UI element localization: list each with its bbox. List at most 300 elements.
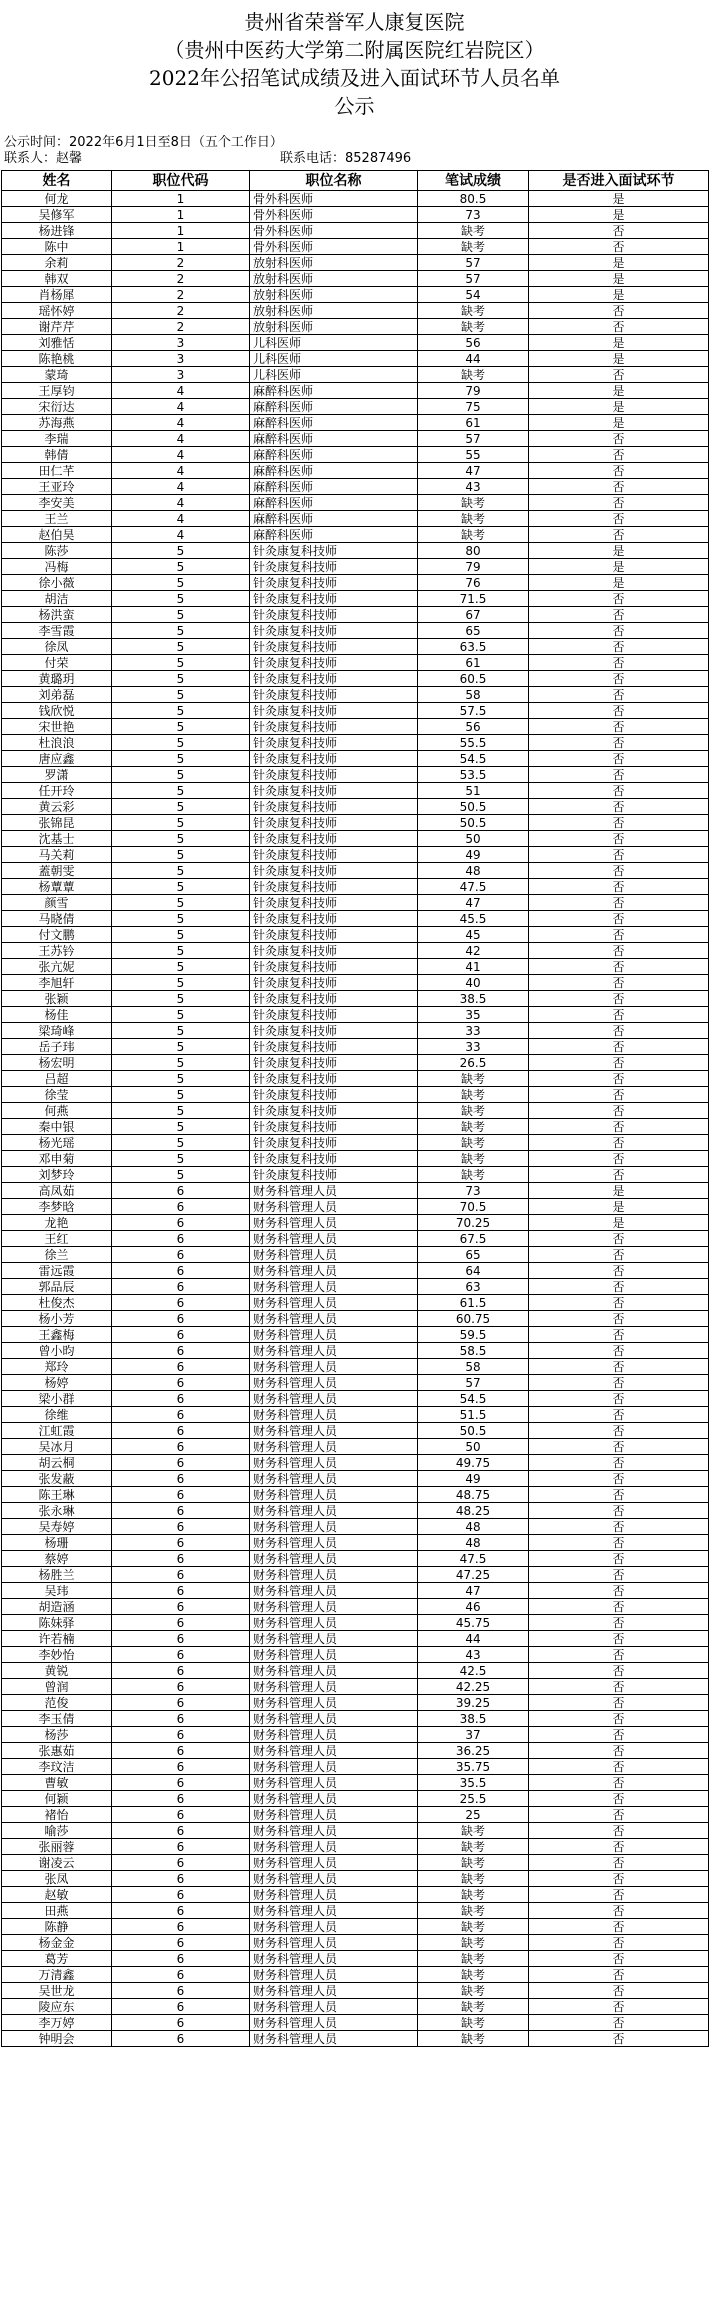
- cell-interview-status: 否: [529, 1887, 709, 1903]
- cell-written-score: 48: [418, 1535, 529, 1551]
- cell-name: 王苏钤: [2, 943, 112, 959]
- cell-written-score: 53.5: [418, 767, 529, 783]
- cell-interview-status: 是: [529, 287, 709, 303]
- cell-position-name: 麻醉科医师: [250, 527, 418, 543]
- cell-interview-status: 否: [529, 1087, 709, 1103]
- cell-position-code: 5: [112, 735, 250, 751]
- cell-interview-status: 否: [529, 1391, 709, 1407]
- cell-interview-status: 是: [529, 1199, 709, 1215]
- cell-position-code: 6: [112, 1407, 250, 1423]
- cell-interview-status: 否: [529, 799, 709, 815]
- table-row: [2, 655, 709, 671]
- table-row: [2, 1215, 709, 1231]
- table-row: [2, 1471, 709, 1487]
- table-row: [2, 1983, 709, 1999]
- table-row: [2, 1087, 709, 1103]
- cell-position-code: 6: [112, 1679, 250, 1695]
- cell-interview-status: 否: [529, 831, 709, 847]
- cell-position-code: 6: [112, 1599, 250, 1615]
- cell-position-name: 财务科管理人员: [250, 1247, 418, 1263]
- cell-position-code: 6: [112, 1567, 250, 1583]
- cell-name: 吴寿婷: [2, 1519, 112, 1535]
- cell-position-name: 麻醉科医师: [250, 431, 418, 447]
- table-row: [2, 1903, 709, 1919]
- cell-name: 胡云桐: [2, 1455, 112, 1471]
- cell-written-score: 51.5: [418, 1407, 529, 1423]
- table-row: [2, 559, 709, 575]
- cell-position-name: 财务科管理人员: [250, 1839, 418, 1855]
- cell-name: 胡造涵: [2, 1599, 112, 1615]
- cell-position-code: 5: [112, 687, 250, 703]
- cell-position-code: 5: [112, 863, 250, 879]
- cell-interview-status: 否: [529, 1599, 709, 1615]
- cell-written-score: 49: [418, 1471, 529, 1487]
- contact-row: [4, 151, 709, 167]
- notice-meta: [0, 130, 709, 170]
- cell-written-score: 63: [418, 1279, 529, 1295]
- cell-position-code: 5: [112, 1151, 250, 1167]
- cell-position-code: 6: [112, 1919, 250, 1935]
- cell-written-score: 57: [418, 431, 529, 447]
- table-row: [2, 1967, 709, 1983]
- cell-position-name: 儿科医师: [250, 351, 418, 367]
- cell-interview-status: 否: [529, 1503, 709, 1519]
- cell-name: 胡洁: [2, 591, 112, 607]
- table-row: [2, 543, 709, 559]
- table-row: [2, 1103, 709, 1119]
- cell-name: 韩倩: [2, 447, 112, 463]
- cell-interview-status: 否: [529, 1871, 709, 1887]
- cell-interview-status: 否: [529, 1311, 709, 1327]
- table-row: [2, 751, 709, 767]
- cell-name: 钟明会: [2, 2031, 112, 2047]
- table-row: [2, 1039, 709, 1055]
- cell-position-code: 2: [112, 303, 250, 319]
- cell-interview-status: 否: [529, 959, 709, 975]
- cell-written-score: 缺考: [418, 223, 529, 239]
- cell-interview-status: 是: [529, 271, 709, 287]
- cell-position-code: 5: [112, 783, 250, 799]
- cell-position-code: 5: [112, 1071, 250, 1087]
- cell-name: 徐莹: [2, 1087, 112, 1103]
- cell-position-code: 6: [112, 1375, 250, 1391]
- cell-interview-status: 否: [529, 367, 709, 383]
- cell-position-code: 5: [112, 847, 250, 863]
- cell-position-name: 针灸康复科技师: [250, 927, 418, 943]
- table-row: [2, 1231, 709, 1247]
- cell-written-score: 42: [418, 943, 529, 959]
- cell-position-name: 财务科管理人员: [250, 1983, 418, 1999]
- cell-interview-status: 否: [529, 1487, 709, 1503]
- cell-interview-status: 否: [529, 1327, 709, 1343]
- cell-position-code: 5: [112, 879, 250, 895]
- cell-written-score: 57.5: [418, 703, 529, 719]
- cell-position-code: 5: [112, 911, 250, 927]
- cell-name: 杨蕈蕈: [2, 879, 112, 895]
- cell-position-name: 财务科管理人员: [250, 1599, 418, 1615]
- cell-written-score: 缺考: [418, 527, 529, 543]
- cell-name: 高凤茹: [2, 1183, 112, 1199]
- cell-name: 吴玮: [2, 1583, 112, 1599]
- cell-written-score: 47.5: [418, 879, 529, 895]
- cell-interview-status: 否: [529, 463, 709, 479]
- cell-position-code: 5: [112, 607, 250, 623]
- cell-position-name: 财务科管理人员: [250, 1263, 418, 1279]
- cell-name: 徐凤: [2, 639, 112, 655]
- cell-position-name: 针灸康复科技师: [250, 1135, 418, 1151]
- cell-interview-status: 否: [529, 1679, 709, 1695]
- cell-written-score: 57: [418, 271, 529, 287]
- table-row: [2, 815, 709, 831]
- cell-position-code: 6: [112, 1951, 250, 1967]
- cell-interview-status: 否: [529, 735, 709, 751]
- cell-name: 何龙: [2, 191, 112, 207]
- cell-position-code: 5: [112, 1007, 250, 1023]
- cell-position-name: 针灸康复科技师: [250, 1055, 418, 1071]
- cell-written-score: 缺考: [418, 1967, 529, 1983]
- cell-written-score: 45.75: [418, 1615, 529, 1631]
- cell-interview-status: 否: [529, 1471, 709, 1487]
- cell-interview-status: 否: [529, 1007, 709, 1023]
- cell-written-score: 80.5: [418, 191, 529, 207]
- cell-position-code: 6: [112, 1263, 250, 1279]
- cell-position-code: 6: [112, 1455, 250, 1471]
- cell-interview-status: 否: [529, 607, 709, 623]
- table-row: [2, 415, 709, 431]
- cell-written-score: 缺考: [418, 1951, 529, 1967]
- table-row: [2, 287, 709, 303]
- table-row: [2, 223, 709, 239]
- cell-position-name: 针灸康复科技师: [250, 767, 418, 783]
- cell-name: 杨进锋: [2, 223, 112, 239]
- cell-written-score: 57: [418, 255, 529, 271]
- cell-written-score: 55: [418, 447, 529, 463]
- table-row: [2, 1119, 709, 1135]
- cell-position-code: 6: [112, 1295, 250, 1311]
- cell-interview-status: 否: [529, 1839, 709, 1855]
- cell-interview-status: 否: [529, 655, 709, 671]
- cell-position-name: 儿科医师: [250, 367, 418, 383]
- cell-name: 杨光瑶: [2, 1135, 112, 1151]
- cell-interview-status: 否: [529, 751, 709, 767]
- cell-written-score: 47: [418, 463, 529, 479]
- cell-position-name: 针灸康复科技师: [250, 591, 418, 607]
- cell-position-name: 骨外科医师: [250, 223, 418, 239]
- cell-name: 宋世艳: [2, 719, 112, 735]
- cell-position-code: 5: [112, 575, 250, 591]
- cell-position-code: 6: [112, 1695, 250, 1711]
- cell-position-name: 麻醉科医师: [250, 495, 418, 511]
- table-row: [2, 1583, 709, 1599]
- cell-written-score: 缺考: [418, 2031, 529, 2047]
- cell-name: 瑶怀婷: [2, 303, 112, 319]
- cell-position-name: 针灸康复科技师: [250, 655, 418, 671]
- cell-written-score: 41: [418, 959, 529, 975]
- table-row: [2, 1359, 709, 1375]
- table-row: [2, 399, 709, 415]
- cell-position-name: 针灸康复科技师: [250, 1023, 418, 1039]
- cell-interview-status: 否: [529, 1759, 709, 1775]
- cell-position-code: 5: [112, 639, 250, 655]
- table-row: [2, 735, 709, 751]
- cell-position-name: 财务科管理人员: [250, 1487, 418, 1503]
- table-row: [2, 1375, 709, 1391]
- cell-position-name: 财务科管理人员: [250, 1887, 418, 1903]
- table-row: [2, 1663, 709, 1679]
- cell-name: 杨莎: [2, 1727, 112, 1743]
- cell-written-score: 73: [418, 1183, 529, 1199]
- cell-position-name: 财务科管理人员: [250, 1999, 418, 2015]
- cell-name: 任开玲: [2, 783, 112, 799]
- cell-interview-status: 否: [529, 1439, 709, 1455]
- cell-written-score: 80: [418, 543, 529, 559]
- cell-position-name: 针灸康复科技师: [250, 895, 418, 911]
- cell-position-code: 6: [112, 1647, 250, 1663]
- cell-name: 刘梦玲: [2, 1167, 112, 1183]
- cell-position-code: 6: [112, 1583, 250, 1599]
- table-row: [2, 1007, 709, 1023]
- cell-name: 万清鑫: [2, 1967, 112, 1983]
- cell-position-name: 财务科管理人员: [250, 1743, 418, 1759]
- cell-written-score: 47: [418, 895, 529, 911]
- cell-written-score: 缺考: [418, 1135, 529, 1151]
- cell-position-code: 5: [112, 1087, 250, 1103]
- cell-position-code: 5: [112, 895, 250, 911]
- cell-name: 杜俊杰: [2, 1295, 112, 1311]
- cell-written-score: 44: [418, 1631, 529, 1647]
- cell-position-name: 针灸康复科技师: [250, 831, 418, 847]
- cell-interview-status: 是: [529, 575, 709, 591]
- cell-position-name: 针灸康复科技师: [250, 623, 418, 639]
- cell-name: 杨胜兰: [2, 1567, 112, 1583]
- cell-name: 曾润: [2, 1679, 112, 1695]
- cell-interview-status: 否: [529, 591, 709, 607]
- cell-name: 罗潇: [2, 767, 112, 783]
- cell-position-name: 针灸康复科技师: [250, 911, 418, 927]
- cell-interview-status: 是: [529, 559, 709, 575]
- cell-name: 李万婷: [2, 2015, 112, 2031]
- cell-name: 曹敏: [2, 1775, 112, 1791]
- cell-position-code: 5: [112, 1055, 250, 1071]
- table-row: [2, 719, 709, 735]
- table-row: [2, 335, 709, 351]
- cell-interview-status: 否: [529, 1055, 709, 1071]
- cell-interview-status: 否: [529, 991, 709, 1007]
- cell-name: 李瑞: [2, 431, 112, 447]
- cell-position-name: 财务科管理人员: [250, 1823, 418, 1839]
- cell-name: 杜浪浪: [2, 735, 112, 751]
- cell-position-name: 财务科管理人员: [250, 1807, 418, 1823]
- cell-position-code: 5: [112, 943, 250, 959]
- cell-written-score: 缺考: [418, 495, 529, 511]
- cell-interview-status: 否: [529, 1999, 709, 2015]
- cell-position-name: 财务科管理人员: [250, 1343, 418, 1359]
- cell-position-name: 针灸康复科技师: [250, 943, 418, 959]
- cell-position-name: 针灸康复科技师: [250, 1119, 418, 1135]
- cell-position-name: 针灸康复科技师: [250, 1087, 418, 1103]
- table-row: [2, 1807, 709, 1823]
- cell-interview-status: 否: [529, 1119, 709, 1135]
- cell-interview-status: 否: [529, 895, 709, 911]
- cell-written-score: 48: [418, 1519, 529, 1535]
- cell-name: 苏海燕: [2, 415, 112, 431]
- cell-name: 唐应鑫: [2, 751, 112, 767]
- cell-position-code: 4: [112, 479, 250, 495]
- cell-position-name: 财务科管理人员: [250, 1919, 418, 1935]
- cell-name: 徐维: [2, 1407, 112, 1423]
- cell-position-name: 财务科管理人员: [250, 1871, 418, 1887]
- cell-position-name: 财务科管理人员: [250, 1423, 418, 1439]
- cell-position-code: 6: [112, 1743, 250, 1759]
- cell-interview-status: 否: [529, 319, 709, 335]
- cell-interview-status: 否: [529, 1663, 709, 1679]
- table-row: [2, 1647, 709, 1663]
- cell-interview-status: 否: [529, 863, 709, 879]
- table-row: [2, 847, 709, 863]
- table-row: [2, 1055, 709, 1071]
- cell-position-name: 财务科管理人员: [250, 1759, 418, 1775]
- table-row: [2, 575, 709, 591]
- cell-position-code: 4: [112, 447, 250, 463]
- cell-written-score: 47: [418, 1583, 529, 1599]
- cell-position-code: 5: [112, 799, 250, 815]
- cell-written-score: 49: [418, 847, 529, 863]
- cell-written-score: 61: [418, 415, 529, 431]
- cell-position-name: 针灸康复科技师: [250, 639, 418, 655]
- cell-position-name: 针灸康复科技师: [250, 735, 418, 751]
- cell-written-score: 缺考: [418, 1855, 529, 1871]
- cell-written-score: 61.5: [418, 1295, 529, 1311]
- table-row: [2, 303, 709, 319]
- title-line-2: （贵州中医药大学第二附属医院红岩院区）: [164, 38, 545, 62]
- cell-written-score: 50: [418, 1439, 529, 1455]
- cell-position-name: 财务科管理人员: [250, 1535, 418, 1551]
- cell-position-code: 5: [112, 767, 250, 783]
- cell-position-name: 针灸康复科技师: [250, 1071, 418, 1087]
- cell-interview-status: 否: [529, 639, 709, 655]
- table-row: [2, 1343, 709, 1359]
- cell-written-score: 54: [418, 287, 529, 303]
- title-line-3: 2022年公招笔试成绩及进入面试环节人员名单: [149, 66, 560, 90]
- cell-interview-status: 是: [529, 207, 709, 223]
- table-row: [2, 687, 709, 703]
- cell-position-code: 5: [112, 991, 250, 1007]
- table-row: [2, 591, 709, 607]
- cell-name: 郑玲: [2, 1359, 112, 1375]
- cell-written-score: 缺考: [418, 1919, 529, 1935]
- cell-name: 王红: [2, 1231, 112, 1247]
- table-row: [2, 463, 709, 479]
- cell-written-score: 65: [418, 1247, 529, 1263]
- table-row: [2, 639, 709, 655]
- cell-written-score: 36.25: [418, 1743, 529, 1759]
- cell-interview-status: 否: [529, 511, 709, 527]
- cell-interview-status: 否: [529, 1023, 709, 1039]
- cell-position-name: 财务科管理人员: [250, 1503, 418, 1519]
- cell-position-code: 6: [112, 2015, 250, 2031]
- cell-position-code: 6: [112, 1231, 250, 1247]
- cell-written-score: 35: [418, 1007, 529, 1023]
- cell-position-code: 6: [112, 1839, 250, 1855]
- cell-interview-status: 否: [529, 239, 709, 255]
- cell-interview-status: 是: [529, 255, 709, 271]
- cell-position-name: 财务科管理人员: [250, 1679, 418, 1695]
- cell-position-name: 财务科管理人员: [250, 1311, 418, 1327]
- cell-interview-status: 否: [529, 1455, 709, 1471]
- cell-position-name: 针灸康复科技师: [250, 543, 418, 559]
- table-row: [2, 527, 709, 543]
- cell-written-score: 63.5: [418, 639, 529, 655]
- cell-written-score: 缺考: [418, 319, 529, 335]
- table-row: [2, 1071, 709, 1087]
- cell-position-name: 财务科管理人员: [250, 2015, 418, 2031]
- cell-name: 张丽蓉: [2, 1839, 112, 1855]
- cell-interview-status: 是: [529, 191, 709, 207]
- cell-interview-status: 否: [529, 479, 709, 495]
- cell-position-code: 6: [112, 1823, 250, 1839]
- cell-name: 王兰: [2, 511, 112, 527]
- cell-name: 赵敏: [2, 1887, 112, 1903]
- table-row: [2, 831, 709, 847]
- cell-position-name: 针灸康复科技师: [250, 783, 418, 799]
- cell-written-score: 缺考: [418, 1151, 529, 1167]
- cell-written-score: 35.5: [418, 1775, 529, 1791]
- cell-name: 杨小芳: [2, 1311, 112, 1327]
- cell-interview-status: 否: [529, 1983, 709, 1999]
- cell-interview-status: 否: [529, 447, 709, 463]
- cell-position-code: 4: [112, 511, 250, 527]
- cell-position-code: 6: [112, 1487, 250, 1503]
- cell-position-code: 2: [112, 287, 250, 303]
- cell-position-code: 5: [112, 1039, 250, 1055]
- cell-interview-status: 是: [529, 543, 709, 559]
- cell-interview-status: 否: [529, 1791, 709, 1807]
- cell-name: 陈妹驿: [2, 1615, 112, 1631]
- cell-position-name: 财务科管理人员: [250, 1375, 418, 1391]
- cell-name: 雷远霞: [2, 1263, 112, 1279]
- table-row: [2, 1327, 709, 1343]
- cell-written-score: 60.75: [418, 1311, 529, 1327]
- cell-written-score: 缺考: [418, 1087, 529, 1103]
- cell-position-name: 针灸康复科技师: [250, 671, 418, 687]
- cell-position-name: 财务科管理人员: [250, 1439, 418, 1455]
- cell-interview-status: 否: [529, 223, 709, 239]
- cell-written-score: 缺考: [418, 1871, 529, 1887]
- table-row: [2, 1407, 709, 1423]
- cell-name: 马关莉: [2, 847, 112, 863]
- contact-person: 联系人：赵馨: [4, 151, 83, 166]
- cell-interview-status: 是: [529, 415, 709, 431]
- cell-position-name: 财务科管理人员: [250, 1295, 418, 1311]
- cell-written-score: 缺考: [418, 1119, 529, 1135]
- cell-position-code: 5: [112, 831, 250, 847]
- cell-name: 蒙琦: [2, 367, 112, 383]
- cell-written-score: 40: [418, 975, 529, 991]
- cell-interview-status: 否: [529, 975, 709, 991]
- cell-written-score: 75: [418, 399, 529, 415]
- cell-interview-status: 否: [529, 1343, 709, 1359]
- cell-position-name: 针灸康复科技师: [250, 687, 418, 703]
- cell-name: 徐小薇: [2, 575, 112, 591]
- cell-position-name: 针灸康复科技师: [250, 751, 418, 767]
- cell-interview-status: 否: [529, 1247, 709, 1263]
- cell-position-name: 财务科管理人员: [250, 1519, 418, 1535]
- cell-position-code: 5: [112, 815, 250, 831]
- table-row: [2, 1199, 709, 1215]
- cell-written-score: 67.5: [418, 1231, 529, 1247]
- cell-position-name: 放射科医师: [250, 303, 418, 319]
- cell-position-code: 6: [112, 1423, 250, 1439]
